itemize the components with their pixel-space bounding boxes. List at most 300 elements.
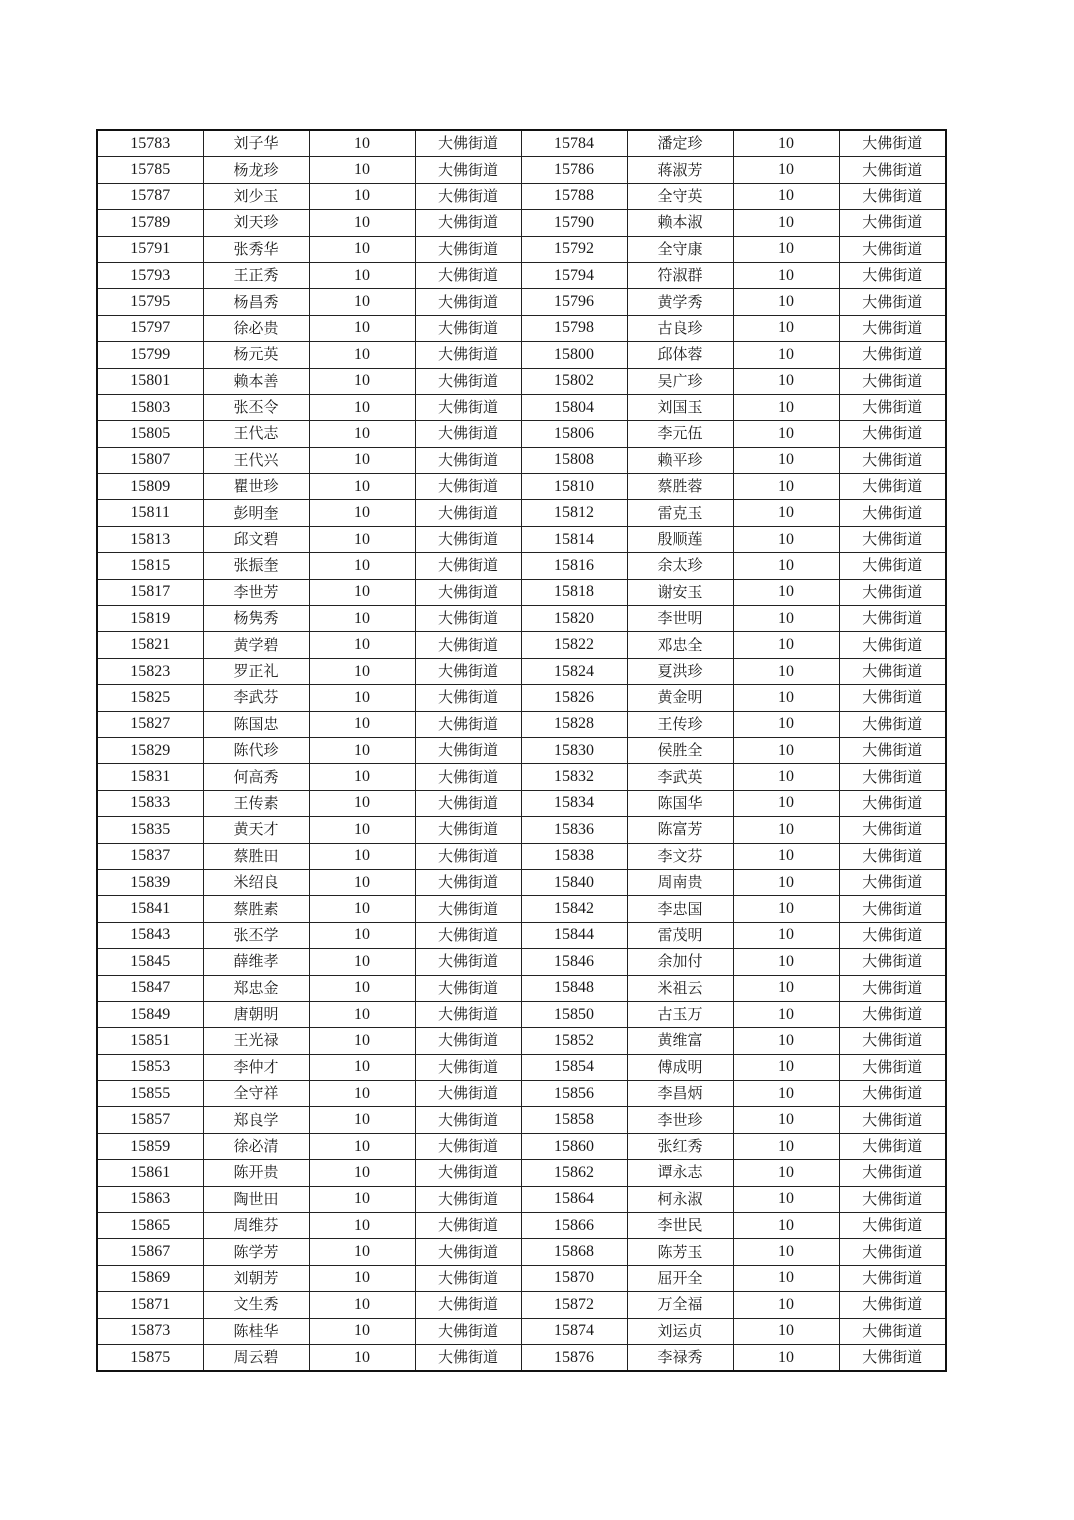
right-street-cell: 大佛街道: [839, 1160, 946, 1186]
left-amount-cell: 10: [309, 315, 415, 341]
right-amount-cell: 10: [733, 1054, 839, 1080]
left-amount-cell: 10: [309, 368, 415, 394]
right-person-name-cell: 全守康: [627, 236, 733, 262]
left-record-id-cell: 15853: [97, 1054, 203, 1080]
left-record-id-cell: 15827: [97, 711, 203, 737]
left-street-cell: 大佛街道: [415, 236, 521, 262]
left-amount-cell: 10: [309, 922, 415, 948]
left-amount-cell: 10: [309, 262, 415, 288]
right-person-name-cell: 陈国华: [627, 790, 733, 816]
left-person-name-cell: 李仲才: [203, 1054, 309, 1080]
left-amount-cell: 10: [309, 1213, 415, 1239]
roster-table-body: [97, 130, 946, 1371]
left-person-name-cell: 徐必贵: [203, 315, 309, 341]
left-person-name-cell: 刘少玉: [203, 183, 309, 209]
left-amount-cell: 10: [309, 210, 415, 236]
right-street-cell: 大佛街道: [839, 1054, 946, 1080]
table-row: [97, 157, 946, 183]
left-amount-cell: 10: [309, 1265, 415, 1291]
left-person-name-cell: 杨龙珍: [203, 157, 309, 183]
right-record-id-cell: 15798: [521, 315, 627, 341]
left-street-cell: 大佛街道: [415, 553, 521, 579]
right-record-id-cell: 15850: [521, 1001, 627, 1027]
right-street-cell: 大佛街道: [839, 1213, 946, 1239]
left-record-id-cell: 15865: [97, 1213, 203, 1239]
left-person-name-cell: 王正秀: [203, 262, 309, 288]
right-record-id-cell: 15828: [521, 711, 627, 737]
left-person-name-cell: 王光禄: [203, 1028, 309, 1054]
right-amount-cell: 10: [733, 1186, 839, 1212]
left-person-name-cell: 蔡胜田: [203, 843, 309, 869]
right-record-id-cell: 15832: [521, 764, 627, 790]
right-record-id-cell: 15820: [521, 606, 627, 632]
right-person-name-cell: 李世珍: [627, 1107, 733, 1133]
right-record-id-cell: 15824: [521, 658, 627, 684]
right-person-name-cell: 黄金明: [627, 685, 733, 711]
right-amount-cell: 10: [733, 949, 839, 975]
right-person-name-cell: 张红秀: [627, 1133, 733, 1159]
right-person-name-cell: 吴广珍: [627, 368, 733, 394]
left-record-id-cell: 15799: [97, 342, 203, 368]
left-record-id-cell: 15873: [97, 1318, 203, 1344]
left-street-cell: 大佛街道: [415, 922, 521, 948]
table-row: [97, 922, 946, 948]
left-street-cell: 大佛街道: [415, 711, 521, 737]
left-street-cell: 大佛街道: [415, 500, 521, 526]
table-row: [97, 843, 946, 869]
left-street-cell: 大佛街道: [415, 817, 521, 843]
left-record-id-cell: 15845: [97, 949, 203, 975]
left-person-name-cell: 张秀华: [203, 236, 309, 262]
left-amount-cell: 10: [309, 711, 415, 737]
left-record-id-cell: 15829: [97, 737, 203, 763]
table-row: [97, 685, 946, 711]
right-street-cell: 大佛街道: [839, 843, 946, 869]
right-amount-cell: 10: [733, 1344, 839, 1371]
right-amount-cell: 10: [733, 896, 839, 922]
left-person-name-cell: 李世芳: [203, 579, 309, 605]
left-person-name-cell: 陈国忠: [203, 711, 309, 737]
left-person-name-cell: 张丕令: [203, 394, 309, 420]
right-person-name-cell: 符淑群: [627, 262, 733, 288]
right-street-cell: 大佛街道: [839, 1001, 946, 1027]
right-amount-cell: 10: [733, 1318, 839, 1344]
left-record-id-cell: 15797: [97, 315, 203, 341]
left-street-cell: 大佛街道: [415, 579, 521, 605]
right-person-name-cell: 全守英: [627, 183, 733, 209]
right-record-id-cell: 15790: [521, 210, 627, 236]
left-record-id-cell: 15801: [97, 368, 203, 394]
right-amount-cell: 10: [733, 500, 839, 526]
left-street-cell: 大佛街道: [415, 869, 521, 895]
right-amount-cell: 10: [733, 1292, 839, 1318]
left-street-cell: 大佛街道: [415, 764, 521, 790]
left-street-cell: 大佛街道: [415, 658, 521, 684]
table-row: [97, 606, 946, 632]
table-row: [97, 632, 946, 658]
right-record-id-cell: 15818: [521, 579, 627, 605]
left-street-cell: 大佛街道: [415, 1265, 521, 1291]
left-street-cell: 大佛街道: [415, 737, 521, 763]
left-person-name-cell: 赖本善: [203, 368, 309, 394]
left-person-name-cell: 唐朝明: [203, 1001, 309, 1027]
right-person-name-cell: 陈芳玉: [627, 1239, 733, 1265]
left-record-id-cell: 15805: [97, 421, 203, 447]
right-record-id-cell: 15822: [521, 632, 627, 658]
left-amount-cell: 10: [309, 130, 415, 157]
table-row: [97, 579, 946, 605]
right-record-id-cell: 15808: [521, 447, 627, 473]
left-amount-cell: 10: [309, 1186, 415, 1212]
left-record-id-cell: 15871: [97, 1292, 203, 1318]
right-record-id-cell: 15856: [521, 1081, 627, 1107]
right-amount-cell: 10: [733, 1265, 839, 1291]
left-record-id-cell: 15823: [97, 658, 203, 684]
table-row: [97, 342, 946, 368]
right-person-name-cell: 古良珍: [627, 315, 733, 341]
right-person-name-cell: 雷克玉: [627, 500, 733, 526]
right-record-id-cell: 15848: [521, 975, 627, 1001]
right-record-id-cell: 15784: [521, 130, 627, 157]
left-amount-cell: 10: [309, 1028, 415, 1054]
left-amount-cell: 10: [309, 1318, 415, 1344]
left-amount-cell: 10: [309, 421, 415, 447]
table-row: [97, 394, 946, 420]
right-amount-cell: 10: [733, 1001, 839, 1027]
right-amount-cell: 10: [733, 368, 839, 394]
left-person-name-cell: 陈学芳: [203, 1239, 309, 1265]
left-person-name-cell: 张振奎: [203, 553, 309, 579]
right-amount-cell: 10: [733, 553, 839, 579]
right-street-cell: 大佛街道: [839, 1344, 946, 1371]
left-amount-cell: 10: [309, 790, 415, 816]
left-person-name-cell: 罗正礼: [203, 658, 309, 684]
right-person-name-cell: 李元伍: [627, 421, 733, 447]
right-amount-cell: 10: [733, 130, 839, 157]
left-record-id-cell: 15875: [97, 1344, 203, 1371]
table-row: [97, 1107, 946, 1133]
left-record-id-cell: 15791: [97, 236, 203, 262]
right-record-id-cell: 15876: [521, 1344, 627, 1371]
table-row: [97, 1054, 946, 1080]
left-street-cell: 大佛街道: [415, 315, 521, 341]
right-street-cell: 大佛街道: [839, 1107, 946, 1133]
right-record-id-cell: 15864: [521, 1186, 627, 1212]
left-record-id-cell: 15787: [97, 183, 203, 209]
left-amount-cell: 10: [309, 183, 415, 209]
left-amount-cell: 10: [309, 975, 415, 1001]
right-street-cell: 大佛街道: [839, 315, 946, 341]
table-row: [97, 447, 946, 473]
right-street-cell: 大佛街道: [839, 553, 946, 579]
left-amount-cell: 10: [309, 1054, 415, 1080]
right-record-id-cell: 15826: [521, 685, 627, 711]
left-person-name-cell: 王代兴: [203, 447, 309, 473]
right-person-name-cell: 刘国玉: [627, 394, 733, 420]
right-amount-cell: 10: [733, 1213, 839, 1239]
right-street-cell: 大佛街道: [839, 817, 946, 843]
right-person-name-cell: 余加付: [627, 949, 733, 975]
left-person-name-cell: 何高秀: [203, 764, 309, 790]
right-amount-cell: 10: [733, 183, 839, 209]
left-street-cell: 大佛街道: [415, 1054, 521, 1080]
table-row: [97, 289, 946, 315]
right-amount-cell: 10: [733, 474, 839, 500]
left-street-cell: 大佛街道: [415, 1107, 521, 1133]
left-street-cell: 大佛街道: [415, 975, 521, 1001]
right-amount-cell: 10: [733, 1028, 839, 1054]
left-amount-cell: 10: [309, 1292, 415, 1318]
right-record-id-cell: 15842: [521, 896, 627, 922]
right-street-cell: 大佛街道: [839, 922, 946, 948]
right-person-name-cell: 李文芬: [627, 843, 733, 869]
table-row: [97, 553, 946, 579]
left-amount-cell: 10: [309, 737, 415, 763]
right-street-cell: 大佛街道: [839, 685, 946, 711]
right-amount-cell: 10: [733, 1160, 839, 1186]
right-record-id-cell: 15836: [521, 817, 627, 843]
right-street-cell: 大佛街道: [839, 1292, 946, 1318]
right-person-name-cell: 潘定珍: [627, 130, 733, 157]
right-amount-cell: 10: [733, 790, 839, 816]
right-street-cell: 大佛街道: [839, 262, 946, 288]
left-amount-cell: 10: [309, 157, 415, 183]
left-street-cell: 大佛街道: [415, 1213, 521, 1239]
left-amount-cell: 10: [309, 1160, 415, 1186]
left-amount-cell: 10: [309, 685, 415, 711]
right-street-cell: 大佛街道: [839, 1028, 946, 1054]
left-record-id-cell: 15803: [97, 394, 203, 420]
right-street-cell: 大佛街道: [839, 1265, 946, 1291]
left-street-cell: 大佛街道: [415, 368, 521, 394]
right-amount-cell: 10: [733, 975, 839, 1001]
right-amount-cell: 10: [733, 843, 839, 869]
right-person-name-cell: 李昌炳: [627, 1081, 733, 1107]
right-record-id-cell: 15862: [521, 1160, 627, 1186]
right-street-cell: 大佛街道: [839, 790, 946, 816]
left-person-name-cell: 张丕学: [203, 922, 309, 948]
right-record-id-cell: 15874: [521, 1318, 627, 1344]
left-street-cell: 大佛街道: [415, 1239, 521, 1265]
right-amount-cell: 10: [733, 1239, 839, 1265]
table-row: [97, 368, 946, 394]
right-record-id-cell: 15844: [521, 922, 627, 948]
left-person-name-cell: 邱文碧: [203, 526, 309, 552]
left-amount-cell: 10: [309, 1107, 415, 1133]
right-street-cell: 大佛街道: [839, 975, 946, 1001]
left-amount-cell: 10: [309, 817, 415, 843]
left-street-cell: 大佛街道: [415, 526, 521, 552]
left-person-name-cell: 王传素: [203, 790, 309, 816]
left-record-id-cell: 15869: [97, 1265, 203, 1291]
table-row: [97, 1160, 946, 1186]
left-street-cell: 大佛街道: [415, 289, 521, 315]
table-row: [97, 474, 946, 500]
right-street-cell: 大佛街道: [839, 421, 946, 447]
left-person-name-cell: 黄学碧: [203, 632, 309, 658]
right-street-cell: 大佛街道: [839, 658, 946, 684]
right-record-id-cell: 15796: [521, 289, 627, 315]
left-person-name-cell: 周维芬: [203, 1213, 309, 1239]
left-street-cell: 大佛街道: [415, 210, 521, 236]
left-street-cell: 大佛街道: [415, 262, 521, 288]
left-person-name-cell: 陈开贵: [203, 1160, 309, 1186]
right-person-name-cell: 夏洪珍: [627, 658, 733, 684]
left-person-name-cell: 彭明奎: [203, 500, 309, 526]
roster-table: [96, 129, 947, 1372]
right-amount-cell: 10: [733, 685, 839, 711]
left-record-id-cell: 15849: [97, 1001, 203, 1027]
left-record-id-cell: 15793: [97, 262, 203, 288]
right-street-cell: 大佛街道: [839, 1133, 946, 1159]
right-street-cell: 大佛街道: [839, 157, 946, 183]
right-person-name-cell: 雷茂明: [627, 922, 733, 948]
table-row: [97, 711, 946, 737]
table-row: [97, 1265, 946, 1291]
left-amount-cell: 10: [309, 500, 415, 526]
table-row: [97, 130, 946, 157]
right-amount-cell: 10: [733, 447, 839, 473]
right-person-name-cell: 王传珍: [627, 711, 733, 737]
right-street-cell: 大佛街道: [839, 236, 946, 262]
right-person-name-cell: 古玉万: [627, 1001, 733, 1027]
left-record-id-cell: 15783: [97, 130, 203, 157]
right-record-id-cell: 15810: [521, 474, 627, 500]
left-street-cell: 大佛街道: [415, 632, 521, 658]
left-street-cell: 大佛街道: [415, 1001, 521, 1027]
right-person-name-cell: 米祖云: [627, 975, 733, 1001]
right-person-name-cell: 陈富芳: [627, 817, 733, 843]
right-person-name-cell: 赖本淑: [627, 210, 733, 236]
left-street-cell: 大佛街道: [415, 1081, 521, 1107]
right-street-cell: 大佛街道: [839, 447, 946, 473]
right-record-id-cell: 15800: [521, 342, 627, 368]
table-row: [97, 210, 946, 236]
table-row: [97, 526, 946, 552]
right-record-id-cell: 15854: [521, 1054, 627, 1080]
left-amount-cell: 10: [309, 896, 415, 922]
left-street-cell: 大佛街道: [415, 421, 521, 447]
right-street-cell: 大佛街道: [839, 289, 946, 315]
right-amount-cell: 10: [733, 236, 839, 262]
table-row: [97, 1239, 946, 1265]
left-street-cell: 大佛街道: [415, 685, 521, 711]
right-person-name-cell: 谢安玉: [627, 579, 733, 605]
left-street-cell: 大佛街道: [415, 474, 521, 500]
right-person-name-cell: 邓忠全: [627, 632, 733, 658]
right-street-cell: 大佛街道: [839, 1186, 946, 1212]
left-record-id-cell: 15815: [97, 553, 203, 579]
right-person-name-cell: 刘运贞: [627, 1318, 733, 1344]
right-record-id-cell: 15814: [521, 526, 627, 552]
left-person-name-cell: 周云碧: [203, 1344, 309, 1371]
right-street-cell: 大佛街道: [839, 394, 946, 420]
right-record-id-cell: 15806: [521, 421, 627, 447]
left-street-cell: 大佛街道: [415, 1186, 521, 1212]
right-person-name-cell: 李武英: [627, 764, 733, 790]
left-person-name-cell: 杨昌秀: [203, 289, 309, 315]
table-row: [97, 1344, 946, 1371]
left-street-cell: 大佛街道: [415, 342, 521, 368]
right-person-name-cell: 万全福: [627, 1292, 733, 1318]
right-amount-cell: 10: [733, 315, 839, 341]
right-amount-cell: 10: [733, 658, 839, 684]
left-record-id-cell: 15851: [97, 1028, 203, 1054]
right-person-name-cell: 赖平珍: [627, 447, 733, 473]
right-street-cell: 大佛街道: [839, 869, 946, 895]
left-record-id-cell: 15839: [97, 869, 203, 895]
right-record-id-cell: 15868: [521, 1239, 627, 1265]
table-row: [97, 1001, 946, 1027]
left-street-cell: 大佛街道: [415, 394, 521, 420]
right-record-id-cell: 15872: [521, 1292, 627, 1318]
left-amount-cell: 10: [309, 1133, 415, 1159]
right-amount-cell: 10: [733, 262, 839, 288]
right-street-cell: 大佛街道: [839, 210, 946, 236]
right-street-cell: 大佛街道: [839, 632, 946, 658]
left-person-name-cell: 米绍良: [203, 869, 309, 895]
right-record-id-cell: 15870: [521, 1265, 627, 1291]
right-person-name-cell: 李忠国: [627, 896, 733, 922]
table-row: [97, 1318, 946, 1344]
right-amount-cell: 10: [733, 421, 839, 447]
right-amount-cell: 10: [733, 711, 839, 737]
table-row: [97, 949, 946, 975]
left-amount-cell: 10: [309, 843, 415, 869]
right-street-cell: 大佛街道: [839, 526, 946, 552]
left-person-name-cell: 薛维孝: [203, 949, 309, 975]
right-street-cell: 大佛街道: [839, 342, 946, 368]
left-person-name-cell: 陈桂华: [203, 1318, 309, 1344]
right-amount-cell: 10: [733, 1081, 839, 1107]
left-street-cell: 大佛街道: [415, 1133, 521, 1159]
right-person-name-cell: 余太珍: [627, 553, 733, 579]
table-row: [97, 817, 946, 843]
table-row: [97, 1133, 946, 1159]
right-street-cell: 大佛街道: [839, 949, 946, 975]
right-street-cell: 大佛街道: [839, 606, 946, 632]
right-street-cell: 大佛街道: [839, 368, 946, 394]
left-street-cell: 大佛街道: [415, 1160, 521, 1186]
left-record-id-cell: 15835: [97, 817, 203, 843]
right-amount-cell: 10: [733, 1107, 839, 1133]
left-amount-cell: 10: [309, 394, 415, 420]
left-person-name-cell: 蔡胜素: [203, 896, 309, 922]
left-street-cell: 大佛街道: [415, 1292, 521, 1318]
left-person-name-cell: 全守祥: [203, 1081, 309, 1107]
right-amount-cell: 10: [733, 869, 839, 895]
right-amount-cell: 10: [733, 289, 839, 315]
table-row: [97, 869, 946, 895]
left-amount-cell: 10: [309, 1001, 415, 1027]
left-record-id-cell: 15841: [97, 896, 203, 922]
right-person-name-cell: 柯永淑: [627, 1186, 733, 1212]
left-record-id-cell: 15833: [97, 790, 203, 816]
left-record-id-cell: 15807: [97, 447, 203, 473]
left-record-id-cell: 15825: [97, 685, 203, 711]
right-street-cell: 大佛街道: [839, 130, 946, 157]
right-record-id-cell: 15860: [521, 1133, 627, 1159]
left-person-name-cell: 刘天珍: [203, 210, 309, 236]
left-amount-cell: 10: [309, 289, 415, 315]
left-amount-cell: 10: [309, 658, 415, 684]
left-amount-cell: 10: [309, 474, 415, 500]
left-street-cell: 大佛街道: [415, 157, 521, 183]
left-person-name-cell: 郑忠金: [203, 975, 309, 1001]
table-row: [97, 737, 946, 763]
left-record-id-cell: 15847: [97, 975, 203, 1001]
left-person-name-cell: 王代志: [203, 421, 309, 447]
